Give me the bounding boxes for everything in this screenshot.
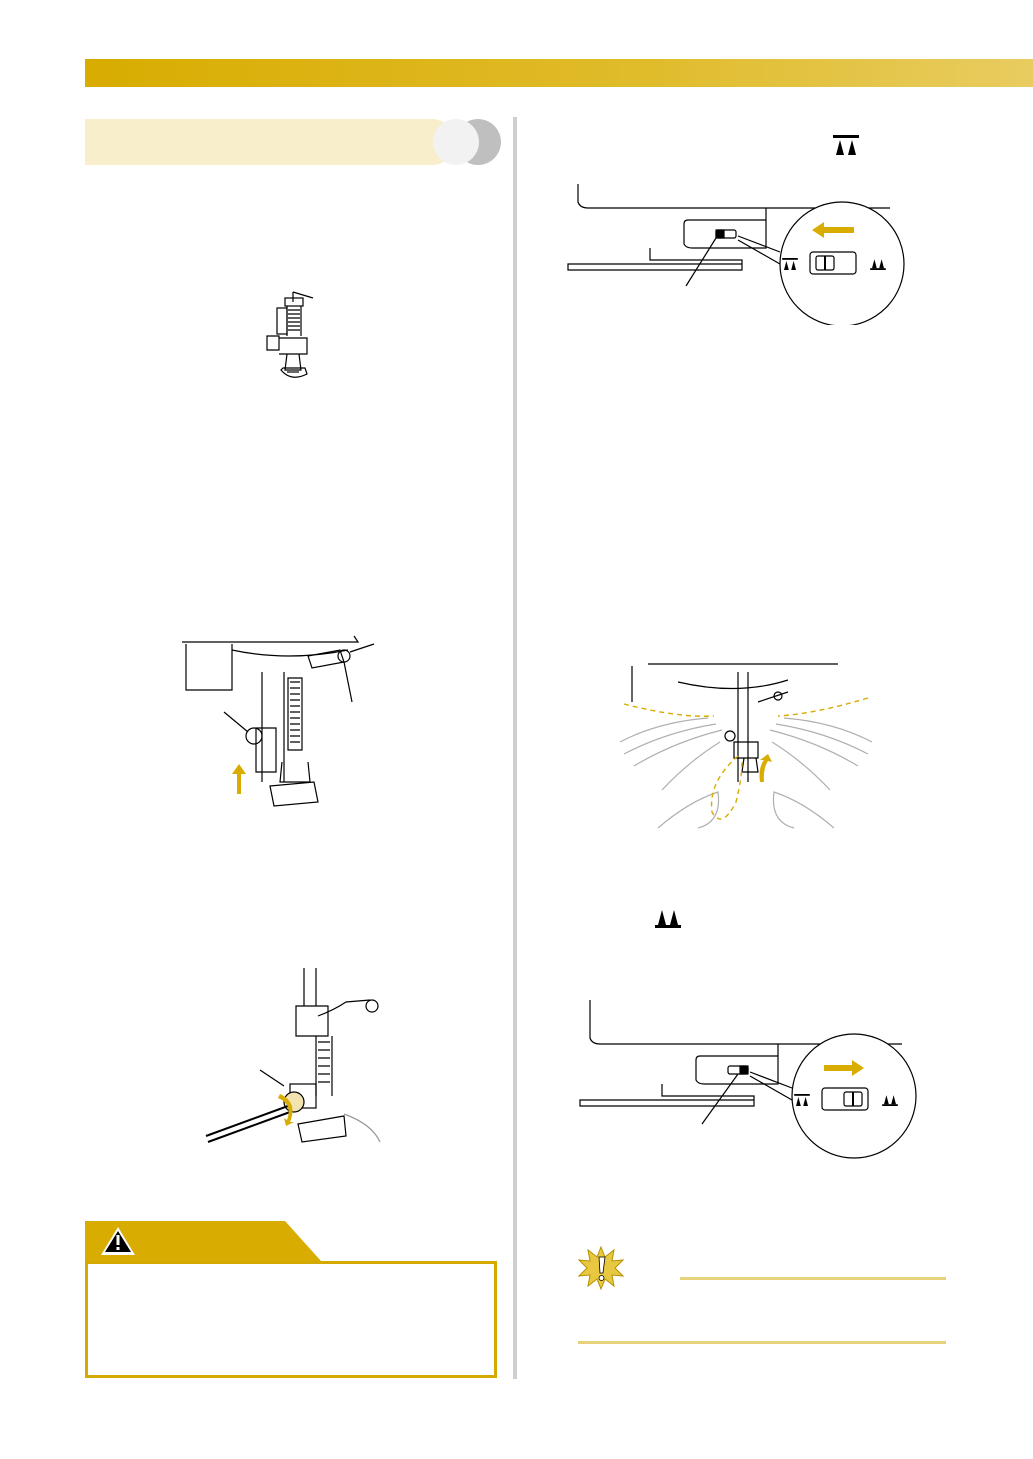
feed-dogs-lowered-symbol [655,908,681,928]
feed-dogs-lowered-small-icon [880,1094,900,1106]
screwdriver-illustration [204,966,384,1178]
header-bar [85,59,1033,87]
rotate-arrow-icon [276,1092,300,1126]
up-arrow-icon [232,764,246,794]
section-heading-pill [85,119,455,165]
section-heading-end-cap-inner [433,119,479,165]
note-bottom-rule [578,1341,946,1344]
note-top-rule [680,1277,946,1280]
note-starburst-icon [578,1245,624,1291]
caution-box [85,1261,497,1378]
presser-foot-illustration [255,288,325,386]
foot-holder-illustration [178,632,378,812]
column-divider [513,117,517,1379]
caution-header [85,1221,321,1261]
feed-dogs-raised-small-icon [792,1094,812,1106]
feed-dogs-raised-symbol [833,135,859,155]
curved-up-arrow-icon [754,754,774,782]
drop-feed-lever-left-illustration [566,180,906,325]
right-arrow-icon [824,1060,864,1076]
left-arrow-icon [812,222,854,238]
drop-feed-lever-right-illustration [578,996,918,1164]
feed-dogs-lowered-small-icon [868,258,888,270]
section-heading-tab [85,119,493,165]
hands-guiding-fabric-illustration [618,662,874,830]
feed-dogs-raised-small-icon [780,258,800,270]
